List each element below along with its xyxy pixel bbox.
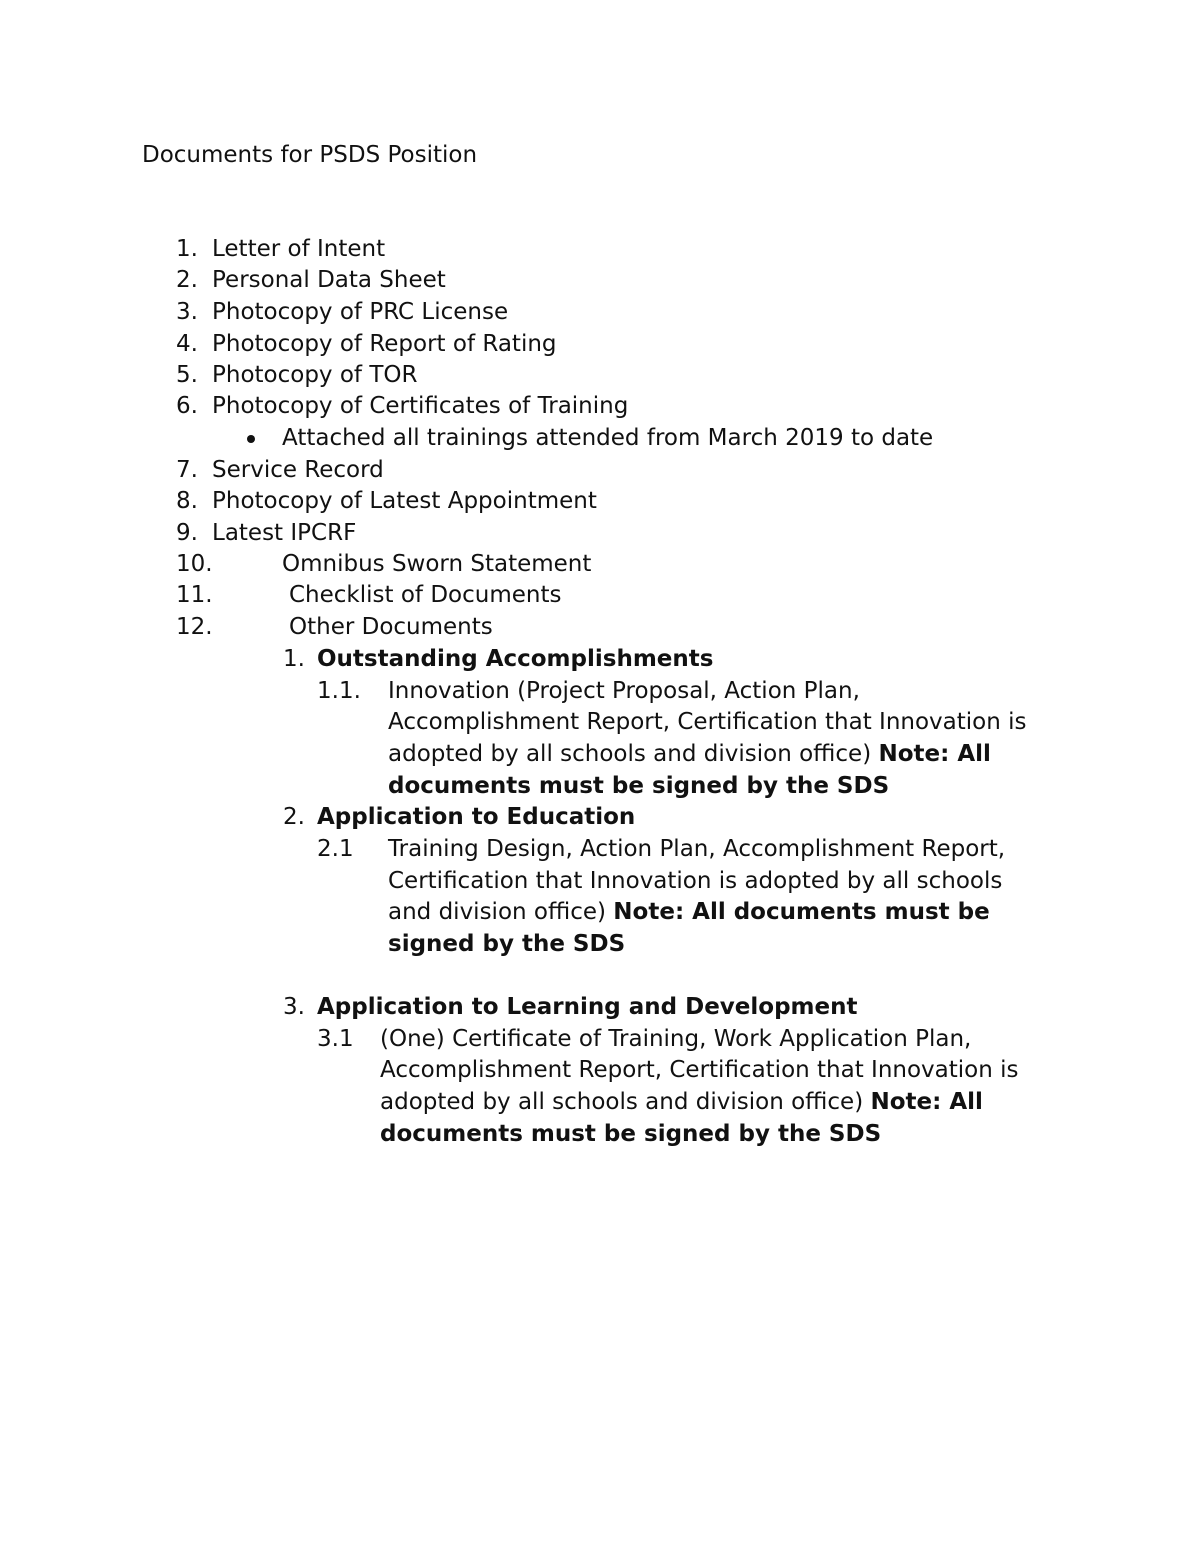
note-text: Note: All [878, 741, 991, 767]
list-item: Latest IPCRF [212, 520, 357, 546]
bullet-icon [247, 435, 255, 443]
sublist-number: 1. [283, 646, 305, 672]
list-item: Letter of Intent [212, 236, 386, 262]
list-number: 9. [176, 520, 198, 546]
list-item: Personal Data Sheet [212, 267, 446, 293]
list-number: 5. [176, 362, 198, 388]
list-number: 6. [176, 393, 198, 419]
list-item: Photocopy of Certificates of Training [212, 393, 629, 419]
note-text: documents must be signed by the SDS [380, 1121, 882, 1147]
list-number: 2. [176, 267, 198, 293]
subsection-number: 3.1 [317, 1026, 354, 1052]
list-number: 11. [176, 582, 213, 608]
subsection-text-line [388, 897, 990, 928]
note-text: Note: All documents must be [613, 899, 990, 925]
subsection-text-line: Certification that Innovation is adopted by all schools [388, 868, 1003, 894]
subsection-text: and division office) [388, 899, 606, 925]
list-item: Photocopy of Latest Appointment [212, 488, 597, 514]
list-number: 7. [176, 457, 198, 483]
sublist-number: 3. [283, 994, 305, 1020]
subsection-text-line [388, 739, 991, 770]
subsection-text-line: Training Design, Action Plan, Accomplishment Report, [388, 836, 1006, 862]
list-number: 4. [176, 331, 198, 357]
document-title: Documents for PSDS Position [142, 142, 478, 168]
list-number: 1. [176, 236, 198, 262]
list-item: Service Record [212, 457, 384, 483]
subsection-text-line: (One) Certificate of Training, Work Application Plan, [380, 1026, 972, 1052]
sublist-heading: Application to Education [317, 804, 636, 830]
subsection-text-line [380, 1087, 983, 1118]
sublist-heading: Outstanding Accomplishments [317, 646, 714, 672]
note-text: documents must be signed by the SDS [388, 773, 890, 799]
list-item: Omnibus Sworn Statement [282, 551, 592, 577]
subsection-text-line: Innovation (Project Proposal, Action Plan, [388, 678, 860, 704]
subsection-number: 1.1. [317, 678, 361, 704]
list-number: 3. [176, 299, 198, 325]
list-number: 8. [176, 488, 198, 514]
list-number: 10. [176, 551, 213, 577]
subsection-number: 2.1 [317, 836, 354, 862]
list-subitem: Attached all trainings attended from March 2019 to date [282, 425, 934, 451]
list-item: Photocopy of TOR [212, 362, 418, 388]
subsection-text: adopted by all schools and division office) [380, 1089, 864, 1115]
note-text: Note: All [870, 1089, 983, 1115]
sublist-number: 2. [283, 804, 305, 830]
list-item: Checklist of Documents [289, 582, 562, 608]
list-item: Photocopy of Report of Rating [212, 331, 557, 357]
note-text: signed by the SDS [388, 931, 626, 957]
list-number: 12. [176, 614, 213, 640]
sublist-heading: Application to Learning and Development [317, 994, 858, 1020]
subsection-text-line: Accomplishment Report, Certification that Innovation is [388, 709, 1027, 735]
subsection-text-line: Accomplishment Report, Certification that Innovation is [380, 1057, 1019, 1083]
subsection-text: adopted by all schools and division office) [388, 741, 872, 767]
list-item: Other Documents [289, 614, 493, 640]
list-item: Photocopy of PRC License [212, 299, 509, 325]
